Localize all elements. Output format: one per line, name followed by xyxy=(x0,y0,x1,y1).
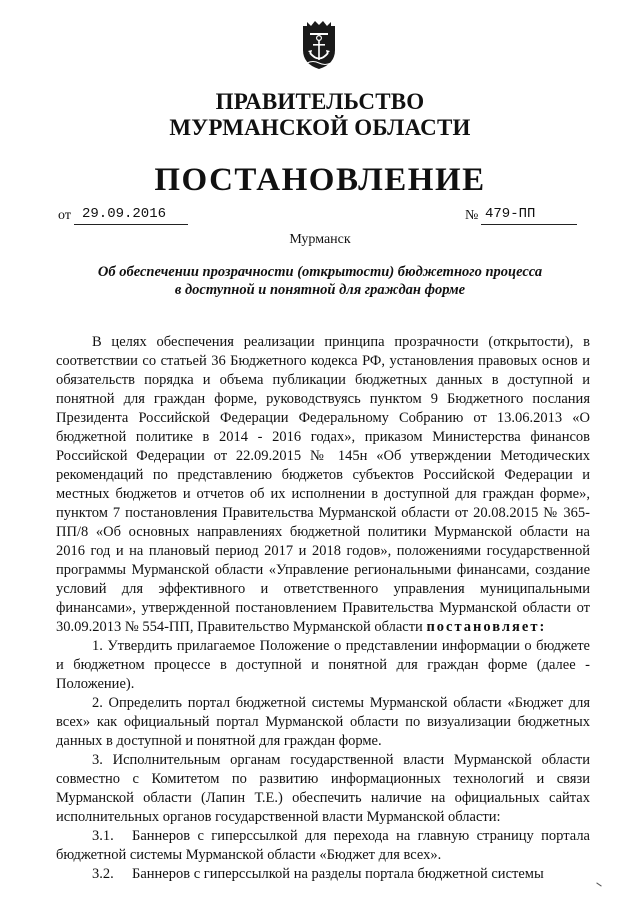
document-body xyxy=(56,333,590,884)
coat-of-arms-icon xyxy=(301,20,337,70)
number-prefix: № xyxy=(465,208,479,223)
preamble-paragraph xyxy=(56,333,590,637)
item-3-1-number: 3.1. xyxy=(92,828,114,844)
date-field xyxy=(58,202,188,228)
item-1: 1. Утвердить прилагаемое Положение о представлении информации о бюджете и бюджетном процессе в доступной и понятной для граждан форме (далее - Положение). xyxy=(56,638,590,692)
document-subject xyxy=(95,263,545,299)
subject-line2: в доступной и понятной для граждан форме xyxy=(174,282,466,298)
number-field xyxy=(465,202,585,228)
item-2: 2. Определить портал бюджетной системы Мурманской области «Бюджет для всех» как официальный портал Мурманской области по визуализации бюджетных данных в доступной и понятной для граждан форме. xyxy=(56,695,590,749)
resolves-word: постановляет: xyxy=(426,619,547,635)
number-value: 479-ПП xyxy=(485,206,536,222)
scan-mark xyxy=(596,882,601,886)
date-prefix: от xyxy=(58,208,71,223)
item-3-1 xyxy=(56,827,590,865)
item-3-2-number: 3.2. xyxy=(92,866,114,882)
item-3-2 xyxy=(56,865,590,884)
item-3-1-text: Баннеров с гиперссылкой для перехода на главную страницу портала бюджетной системы Мурманской области «Бюджет для всех». xyxy=(56,828,590,863)
subject-line1: Об обеспечении прозрачности (открытости) бюджетного процесса xyxy=(97,264,543,280)
government-title-line2: МУРМАНСКОЙ ОБЛАСТИ xyxy=(169,115,471,140)
document-type-title: ПОСТАНОВЛЕНИЕ xyxy=(154,162,486,198)
date-value: 29.09.2016 xyxy=(82,206,167,222)
preamble-text: В целях обеспечения реализации принципа прозрачности (открытости), в соответствии со статьей 36 Бюджетного кодекса РФ, установления правовых основ и обязательств порядка и объема публикации бюджетных данных в доступной и понятной для граждан форме, руководствуясь пунктом 9 Бюджетного послания Президента Российской Федерации Федеральному Собранию от 13.06.2013 «О бюджетной политике в 2014 - 2016 годах», приказом Министерства финансов Российской Федерации от 22.09.2015 № 145н «Об утверждении Методических рекомендаций по представлению бюджетов субъектов Российской Федерации и местных бюджетов и отчетов об их исполнении в доступной для граждан форме», пунктом 7 постановления Правительства Мурманской области от 20.08.2015 № 365-ПП/8 «Об основных направлениях бюджетной политики Мурманской области на 2016 год и на плановый период 2017 и 2018 годов», положениями государственной программы Мурманской области «Управление региональными финансами, создание условий для эффективного и ответственного управления муниципальными финансами», утвержденной постановлением Правительства Мурманской области от 30.09.2013 № 554-ПП, Правительство Мурманской области xyxy=(56,334,590,635)
government-title-line1: ПРАВИТЕЛЬСТВО xyxy=(215,89,425,114)
item-3-2-text: Баннеров с гиперссылкой на разделы портала бюджетной системы xyxy=(132,866,544,882)
city-name: Мурманск xyxy=(289,232,351,247)
item-3: 3. Исполнительным органам государственной власти Мурманской области совместно с Комитетом по развитию информационных технологий и связи Мурманской области (Лапин Т.Е.) обеспечить наличие на официальных сайтах исполнительных органов государственной власти Мурманской области: xyxy=(56,752,590,825)
